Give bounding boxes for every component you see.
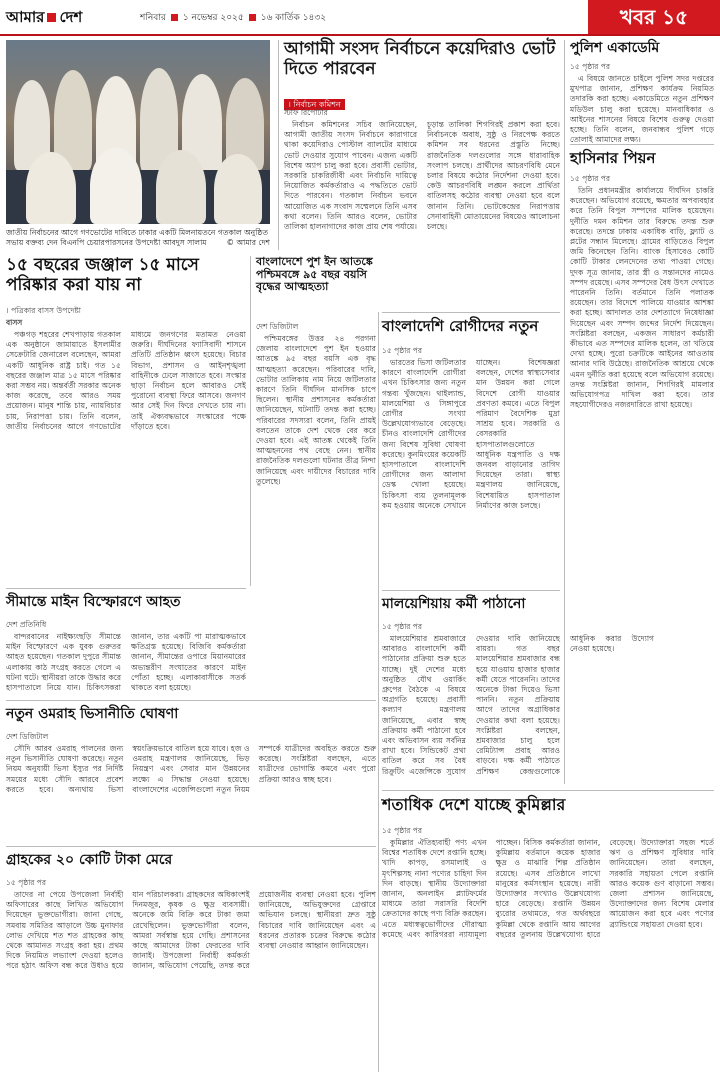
byline-malaysia: ১৫ পৃষ্ঠার পর [382, 622, 422, 631]
body-expat [284, 120, 560, 306]
section-rule [382, 590, 560, 591]
headline-customer: গ্রাহকের ২০ কোটি টাকা মেরে [6, 852, 173, 868]
body-border [6, 632, 246, 694]
separator-square-icon [171, 14, 178, 21]
body-expat-text: নির্বাচন কমিশনের সচিব জানিয়েছেন, আগামী জাতীয় সংসদ নির্বাচনে কারাগারে থাকা কয়েদিরাও পোস্টাল ব্যালটের মাধ্যমে ভোট দেওয়ার সুযোগ পাবেন। এজন্য একটি বিশেষ অ্যাপ চালু করা হবে। প্রবাসী ভোটার, সরকারি চাকরিজীবী এবং নির্বাচনি দায়িত্বে নিয়োজিত কর্মকর্তারাও এ পদ্ধতিতে ভোট দিতে পারবেন। গতকাল নির্বাচন ভবনে আয়োজিত এক সংবাদ সম্মেলনে তিনি এসব কথা বলেন। তিনি আরও বলেন, ভোটার তালিকা হালনাগাদের কাজ প্রায় শেষ পর্যায়ে। চূড়ান্ত তালিকা শিগগিরই প্রকাশ করা হবে। নির্বাচনকে অবাধ, সুষ্ঠু ও নিরপেক্ষ করতে কমিশন সব ধরনের প্রস্তুতি নিচ্ছে। রাজনৈতিক দলগুলোর সঙ্গে ধারাবাহিক সংলাপ চলছে। প্রার্থীদের আচরণবিধি মেনে চলার বিষয়ে কঠোর নির্দেশনা দেওয়া হবে। কেউ আচরণবিধি লঙ্ঘন করলে প্রার্থিতা বাতিলসহ কঠোর ব্যবস্থা নেওয়া হবে বলে জানান তিনি। ভোটকেন্দ্রের নিরাপত্তায় সেনাবাহিনী মোতায়েনের বিষয়েও আলোচনা চলছে। [284, 120, 560, 232]
date-bn-text: ১৬ কার্তিক ১৪৩২ [260, 13, 327, 23]
logo-right-text: দেশ [59, 8, 83, 26]
headline-hasina: হাসিনার পিয়ন [570, 149, 656, 167]
byline-customer: ১৫ পৃষ্ঠার পর [6, 878, 46, 887]
headline-comilla: শতাধিক দেশে যাচ্ছে কুমিল্লার [382, 795, 566, 814]
body-patient [382, 358, 560, 584]
body-patient-text: ভারতের ভিসা জটিলতার কারণে বাংলাদেশি রোগীরা এখন চিকিৎসার জন্য নতুন গন্তব্য খুঁজছেন। থাইল্যান্ড, মালয়েশিয়া ও সিঙ্গাপুরে রোগীর সংখ্যা উল্লেখযোগ্যভাবে বেড়েছে। চীনও বাংলাদেশি রোগীদের জন্য বিশেষ সুবিধা ঘোষণা করেছে। কুনমিংয়ের কয়েকটি হাসপাতালে বাংলাদেশি রোগীদের জন্য আলাদা ডেস্ক খোলা হয়েছে। চিকিৎসা ব্যয় তুলনামূলক কম হওয়ায় অনেকে সেখানে যাচ্ছেন। বিশেষজ্ঞরা বলছেন, দেশের স্বাস্থ্যসেবার মান উন্নয়ন করা গেলে বিদেশে রোগী যাওয়ার প্রবণতা কমবে। এতে বিপুল পরিমাণ বৈদেশিক মুদ্রা সাশ্রয় হবে। সরকারি ও বেসরকারি হাসপাতালগুলোতে আধুনিক যন্ত্রপাতি ও দক্ষ জনবল বাড়ানোর তাগিদ দিয়েছেন তারা। স্বাস্থ্য মন্ত্রণালয় জানিয়েছে, বিশেষায়িত হাসপাতাল নির্মাণের কাজ চলছে। [382, 358, 560, 510]
dateline-jungle: বাসস [6, 318, 23, 327]
byline-expat: স্টাফ রিপোর্টার [284, 108, 328, 117]
byline-umrah: দেশ ডিজিটাল [6, 732, 49, 741]
byline-police: ১৫ পৃষ্ঠার পর [570, 62, 610, 71]
byline-patient: ১৫ পৃষ্ঠার পর [382, 346, 422, 355]
body-customer-text: তাদের না পেয়ে উপজেলা নির্বাহী অফিসারের কাছে লিখিত অভিযোগ দিয়েছেন ভুক্তভোগীরা। জানা গেছে, সমবায় সমিতির আড়ালে উচ্চ মুনাফার লোভ দেখিয়ে শত শত গ্রাহকের কাছ থেকে আমানত সংগ্রহ করা হয়। প্রথম দিকে নিয়মিত লভ্যাংশ দেওয়া হলেও পরে হঠাৎ অফিস বন্ধ করে উধাও হয়ে যান পরিচালকরা। গ্রাহকদের অধিকাংশই দিনমজুর, কৃষক ও ক্ষুদ্র ব্যবসায়ী। অনেকে জমি বিক্রি করে টাকা জমা রেখেছিলেন। ভুক্তভোগীরা বলেন, আমরা সর্বস্বান্ত হয়ে গেছি। প্রশাসনের কাছে আমাদের টাকা ফেরতের দাবি জানাই। উপজেলা নির্বাহী কর্মকর্তা জানান, অভিযোগ পেয়েছি, তদন্ত করে প্রয়োজনীয় ব্যবস্থা নেওয়া হবে। পুলিশ জানিয়েছে, অভিযুক্তদের গ্রেপ্তারে অভিযান চলছে। স্থানীয়রা দ্রুত সুষ্ঠু বিচারের দাবি জানিয়েছেন এবং এ ধরনের প্রতারক চক্রের বিরুদ্ধে কঠোর ব্যবস্থা নেওয়ার আহ্বান জানিয়েছেন। [6, 890, 376, 971]
dateline [140, 10, 326, 25]
body-umrah [6, 744, 376, 840]
body-aged-text: পশ্চিমবঙ্গের উত্তর ২৪ পরগনা জেলায় বাংলাদেশে পুশ ইন হওয়ার আতঙ্কে ৯৫ বছর বয়সি এক বৃদ্ধ আত্মহত্যা করেছেন। পরিবারের দাবি, ভোটার তালিকায় নাম নিয়ে জটিলতার কারণে তিনি দীর্ঘদিন মানসিক চাপে ছিলেন। স্থানীয় প্রশাসনের কর্মকর্তারা জানিয়েছেন, ঘটনাটি তদন্ত করা হচ্ছে। পরিবারের সদস্যরা বলেন, তিনি প্রায়ই বলতেন তাকে দেশ থেকে বের করে দেওয়া হবে। এই আতঙ্ক থেকেই তিনি আত্মহননের পথ বেছে নেন। স্থানীয় রাজনৈতিক দলগুলো ঘটনার তীব্র নিন্দা জানিয়েছে এবং দায়ীদের বিচারের দাবি তুলেছে। [256, 334, 376, 486]
headline-jungle: ১৫ বছরের জঞ্জাল ১৫ মাসে পরিষ্কার করা যায় না [6, 255, 199, 295]
byline-comilla: ১৫ পৃষ্ঠার পর [382, 826, 422, 835]
body-hasina [570, 186, 714, 782]
byline-jungle: । পত্রিকার বাসস উপদেষ্টা [6, 306, 81, 315]
headline-police: পুলিশ একাডেমি [570, 40, 660, 56]
section-rule [382, 312, 560, 313]
headline-aged: বাংলাদেশে পুশ ইন আতঙ্কে পশ্চিমবঙ্গে ৯৫ বছর বয়সি বৃদ্ধের আত্মহত্যা [256, 255, 373, 294]
body-hasina-text: তিনি প্রধানমন্ত্রীর কার্যালয়ে দীর্ঘদিন চাকরি করেছেন। অভিযোগ রয়েছে, ক্ষমতার অপব্যবহার করে তিনি বিপুল সম্পদের মালিক হয়েছেন। দুর্নীতি দমন কমিশন তার বিরুদ্ধে তদন্ত শুরু করেছে। তদন্তে ঢাকায় একাধিক বাড়ি, ফ্ল্যাট ও প্লটের সন্ধান মিলেছে। গ্রামের বাড়িতেও বিপুল জমি কিনেছেন তিনি। ব্যাংক হিসাবেও কোটি কোটি টাকার লেনদেনের তথ্য পাওয়া গেছে। দুদক সূত্র জানায়, তার স্ত্রী ও সন্তানদের নামেও সম্পদ রয়েছে। এসব সম্পদের বৈধ উৎস দেখাতে পারেননি তিনি। বর্তমানে তিনি পলাতক রয়েছেন। তার বিদেশে পালিয়ে যাওয়ার আশঙ্কা করা হচ্ছে। আদালত তার দেশত্যাগে নিষেধাজ্ঞা দিয়েছেন এবং সম্পদ জব্দের নির্দেশ দিয়েছেন। সংশ্লিষ্টরা বলছেন, একজন সাধারণ কর্মচারী কীভাবে এত সম্পদের মালিক হলেন, তা খতিয়ে দেখা হচ্ছে। পুরো চক্রটিকে আইনের আওতায় আনার দাবি উঠেছে। রাজনৈতিক আশ্রয়ে থেকে এমন দুর্নীতি করা হয়েছে বলে অভিযোগ রয়েছে। তদন্ত সংশ্লিষ্টরা জানান, শিগগিরই মামলার অভিযোগপত্র দাখিল করা হবে। তার সহযোগীদেরও নজরদারিতে রাখা হয়েছে। [570, 186, 714, 410]
date-en-text: ১ নভেম্বর ২০২৫ [182, 13, 244, 23]
logo-left-text: আমার [6, 8, 45, 26]
section-rule [382, 790, 714, 791]
body-umrah-text: সৌদি আরব ওমরাহ পালনের জন্য নতুন ভিসানীতি ঘোষণা করেছে। নতুন নিয়ম অনুযায়ী ভিসা ইস্যুর পর নির্দিষ্ট সময়ের মধ্যে সৌদি আরবে প্রবেশ করতে হবে। অন্যথায় ভিসা স্বয়ংক্রিয়ভাবে বাতিল হয়ে যাবে। হজ ও ওমরাহ মন্ত্রণালয় জানিয়েছে, ভিড় নিয়ন্ত্রণ এবং সেবার মান উন্নয়নের লক্ষ্যে এ সিদ্ধান্ত নেওয়া হয়েছে। বাংলাদেশের এজেন্সিগুলো নতুন নিয়ম সম্পর্কে যাত্রীদের অবহিত করতে শুরু করেছে। সংশ্লিষ্টরা বলছেন, এতে যাত্রীদের ভোগান্তি কমবে এবং পুরো প্রক্রিয়া আরও স্বচ্ছ হবে। [6, 744, 376, 794]
body-aged [256, 334, 376, 584]
body-comilla [382, 838, 714, 1074]
separator-square-icon [249, 14, 256, 21]
section-rule [6, 700, 376, 701]
section-rule [6, 588, 246, 589]
section-rule [570, 144, 714, 145]
byline-aged: দেশ ডিজিটাল [256, 322, 299, 331]
body-malaysia-text: মালয়েশিয়ার শ্রমবাজারে আবারও বাংলাদেশি কর্মী পাঠানোর প্রক্রিয়া শুরু হতে যাচ্ছে। দুই দেশের মধ্যে অনুষ্ঠিত যৌথ ওয়ার্কিং গ্রুপের বৈঠকে এ বিষয়ে অগ্রগতি হয়েছে। প্রবাসী কল্যাণ মন্ত্রণালয় জানিয়েছে, এবার স্বচ্ছ প্রক্রিয়ায় কর্মী পাঠানো হবে এবং অভিবাসন ব্যয় সর্বনিম্ন রাখা হবে। সিন্ডিকেট প্রথা বাতিল করে সব বৈধ রিক্রুটিং এজেন্সিকে সুযোগ দেওয়ার দাবি জানিয়েছে বায়রা। গত বছর মালয়েশিয়ার শ্রমবাজার বন্ধ হয়ে যাওয়ায় হাজার হাজার কর্মী যেতে পারেননি। তাদের অনেকে টাকা দিয়েও ভিসা পাননি। নতুন প্রক্রিয়ায় আগে তাদের অগ্রাধিকার দেওয়ার কথা বলা হয়েছে। সংশ্লিষ্টরা বলছেন, শ্রমবাজার চালু হলে রেমিট্যান্স প্রবাহ আরও বাড়বে। দক্ষ কর্মী পাঠাতে প্রশিক্ষণ কেন্দ্রগুলোকে আধুনিক করার উদ্যোগ নেওয়া হয়েছে। [382, 634, 654, 776]
headline-umrah: নতুন ওমরাহ ভিসানীতি ঘোষণা [6, 706, 179, 722]
column-rule [378, 312, 379, 1072]
column-rule [278, 40, 279, 250]
body-malaysia [382, 634, 654, 784]
body-jungle-text: পঞ্চগড় শহরের শেখপাড়ায় গতকাল এক অনুষ্ঠানে জামায়াতে ইসলামীর সেক্রেটারি জেনারেল বলেছেন, আমরা একটি আধুনিক রাষ্ট্র চাই। গত ১৫ বছরের জঞ্জাল মাত্র ১৫ মাসে পরিষ্কার করা সম্ভব নয়। অন্তর্বর্তী সরকার অনেক কাজ করেছে, তবে আরও সময় প্রয়োজন। মানুষ শান্তি চায়, ন্যায়বিচার চায়, নিরাপত্তা চায়। তিনি বলেন, জাতীয় নির্বাচনের আগে গণভোটের মাধ্যমে জনগণের মতামত নেওয়া জরুরি। দীর্ঘদিনের ফ্যাসিবাদী শাসনে প্রতিটি প্রতিষ্ঠান ধ্বংস হয়েছে। বিচার বিভাগ, প্রশাসন ও আইনশৃঙ্খলা বাহিনীকে ঢেলে সাজাতে হবে। সংস্কার ছাড়া নির্বাচন হলে আবারও সেই পুরোনো ব্যবস্থা ফিরে আসবে। জনগণ আর সেই দিন ফিরে দেখতে চায় না। তাই ঐক্যবদ্ধভাবে সংস্কারের পক্ষে দাঁড়াতে হবে। [6, 330, 246, 431]
column-rule [564, 40, 565, 784]
byline-border: দেশ প্রতিনিধি [6, 620, 47, 629]
headline-expat: আগামী সংসদ নির্বাচনে কয়েদিরাও ভোট দিতে পারবেন [284, 39, 556, 79]
photo-credit: © আমার দেশ [226, 238, 270, 247]
column-rule [250, 256, 251, 586]
headline-border: সীমান্তে মাইন বিস্ফোরণে আহত [6, 594, 181, 610]
headline-patient: বাংলাদেশি রোগীদের নতুন [382, 317, 539, 335]
body-jungle [6, 330, 246, 580]
byline-hasina: ১৫ পৃষ্ঠার পর [570, 174, 610, 183]
body-police-text: এ বিষয়ে জানতে চাইলে পুলিশ সদর দপ্তরের মুখপাত্র জানান, প্রশিক্ষণ কার্যক্রম নিয়মিত তদারকি করা হচ্ছে। একাডেমিতে নতুন প্রশিক্ষণ মডিউল চালু করা হয়েছে। মানবাধিকার ও আইনের শাসনের বিষয়ে বিশেষ গুরুত্ব দেওয়া হচ্ছে। তিনি বলেন, জনবান্ধব পুলিশ গড়ে তোলাই আমাদের লক্ষ্য। [570, 74, 714, 145]
section-rule [6, 846, 376, 847]
kicker-tag: । নির্বাচন কমিশন [284, 99, 345, 110]
body-customer [6, 890, 376, 1074]
section-page-label: খবর ১৫ [588, 0, 720, 34]
lead-photo-caption [6, 228, 270, 250]
body-police [570, 74, 714, 145]
day-text: শনিবার [140, 13, 166, 23]
body-border-text: বান্দরবানের নাইক্ষ্যংছড়ি সীমান্তে মাইন বিস্ফোরণে এক যুবক গুরুতর আহত হয়েছেন। গতকাল দুপুরে সীমান্ত এলাকায় কাঠ সংগ্রহ করতে গেলে এ ঘটনা ঘটে। স্থানীয়রা তাকে উদ্ধার করে হাসপাতালে নিয়ে যান। চিকিৎসকরা জানান, তার একটি পা মারাত্মকভাবে ক্ষতিগ্রস্ত হয়েছে। বিজিবি কর্মকর্তারা জানান, সীমান্তের ওপারে মিয়ানমারের অভ্যন্তরীণ সংঘাতের কারণে মাইন পোঁতা হচ্ছে। এলাকাবাসীকে সতর্ক থাকতে বলা হয়েছে। [6, 632, 246, 693]
headline-malaysia: মালয়েশিয়ায় কর্মী পাঠানো [382, 596, 526, 612]
logo-square-icon [47, 13, 56, 22]
body-comilla-text: কুমিল্লার ঐতিহ্যবাহী পণ্য এখন বিশ্বের শতাধিক দেশে রপ্তানি হচ্ছে। খাদি কাপড়, রসমালাই ও মৃৎশিল্পসহ নানা পণ্যের চাহিদা দিন দিন বাড়ছে। স্থানীয় উদ্যোক্তারা জানান, অনলাইন প্ল্যাটফর্মের মাধ্যমে তারা সরাসরি বিদেশি ক্রেতাদের কাছে পণ্য বিক্রি করছেন। এতে মধ্যস্বত্বভোগীদের দৌরাত্ম্য কমেছে এবং কারিগররা ন্যায্যমূল্য পাচ্ছেন। বিসিক কর্মকর্তারা জানান, কুমিল্লায় বর্তমানে কয়েক হাজার ক্ষুদ্র ও মাঝারি শিল্প প্রতিষ্ঠান রয়েছে। এসব প্রতিষ্ঠানে লাখো মানুষের কর্মসংস্থান হয়েছে। নারী উদ্যোক্তার সংখ্যাও উল্লেখযোগ্য হারে বেড়েছে। রপ্তানি উন্নয়ন ব্যুরোর তথ্যমতে, গত অর্থবছরে কুমিল্লা থেকে রপ্তানি আয় আগের বছরের তুলনায় উল্লেখযোগ্য হারে বেড়েছে। উদ্যোক্তারা সহজ শর্তে ঋণ ও প্রশিক্ষণ সুবিধার দাবি জানিয়েছেন। তারা বলছেন, সরকারি সহায়তা পেলে রপ্তানি আরও কয়েক গুণ বাড়ানো সম্ভব। জেলা প্রশাসন জানিয়েছে, উদ্যোক্তাদের জন্য বিশেষ মেলার আয়োজন করা হবে এবং পণ্যের ব্র্যান্ডিংয়ে সহায়তা দেওয়া হবে। [382, 838, 714, 939]
lead-photo [6, 40, 270, 224]
newspaper-logo [6, 6, 82, 31]
caption-text: জাতীয় নির্বাচনের আগে গণভোটের দাবিতে ঢাকার একটি মিলনায়তনে গতকাল অনুষ্ঠিত সভায় বক্তব্য দেন বিএনপি চেয়ারপারসনের উপদেষ্টা আবদুস সালাম [6, 228, 269, 247]
